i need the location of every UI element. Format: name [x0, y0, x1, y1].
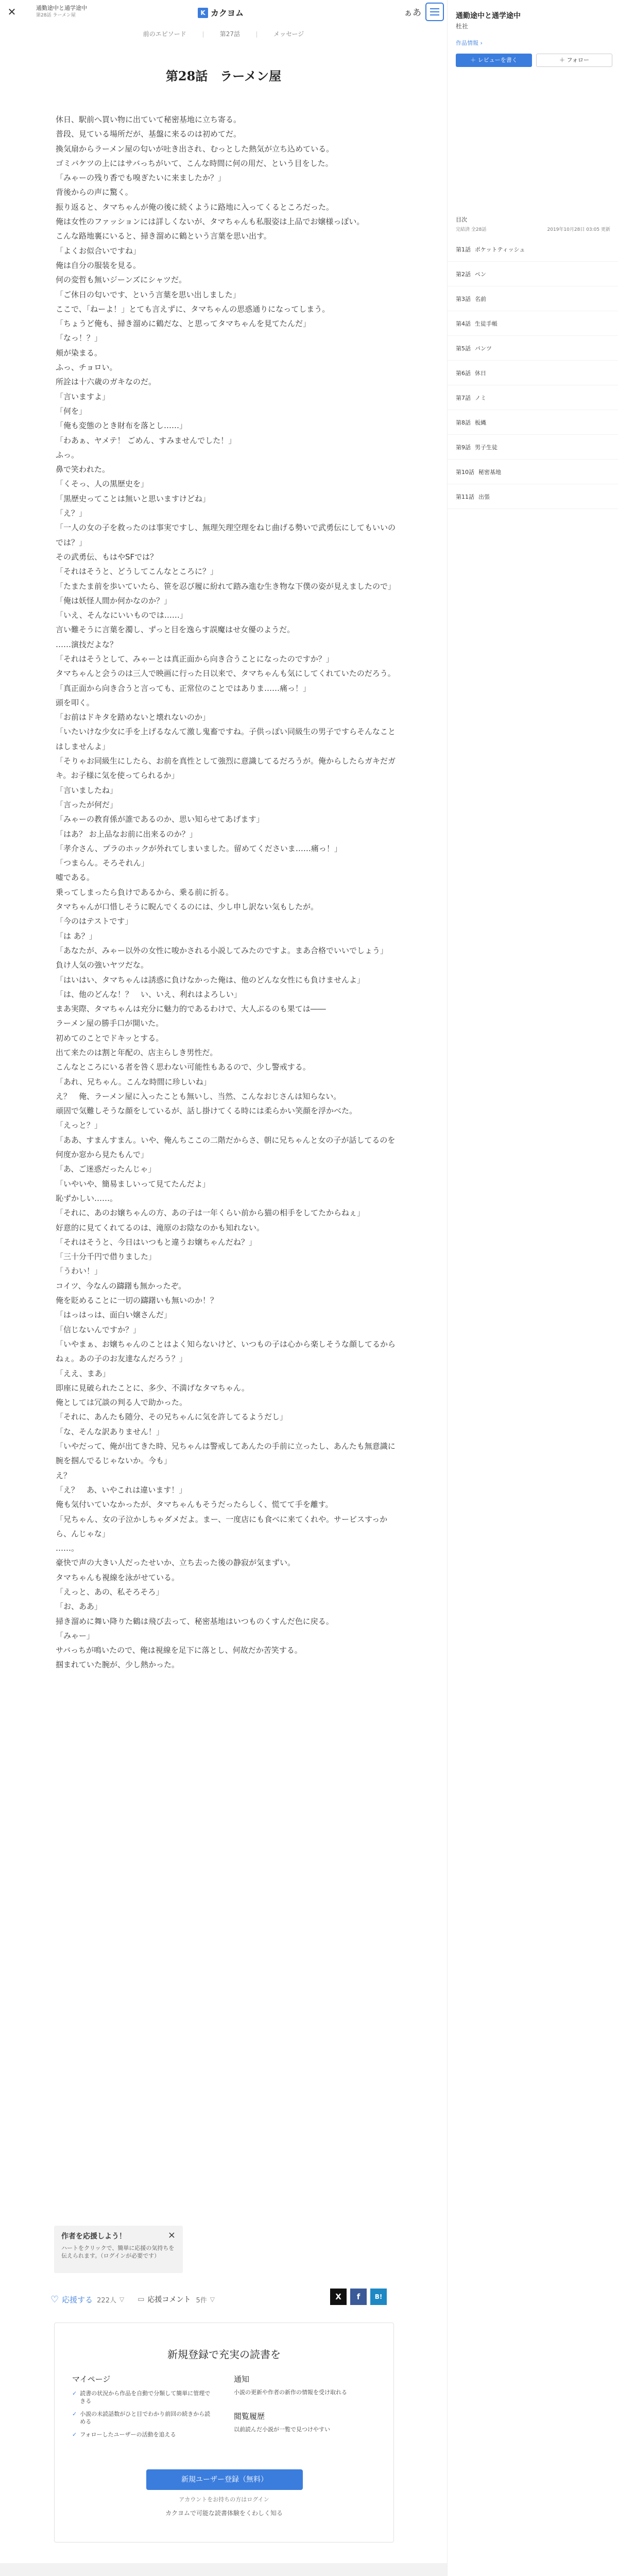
- toc-item-title: ポケットティッシュ: [475, 246, 525, 253]
- body-line: 「一人の女の子を救ったのは事実ですし、無理矢理空理をねじ曲げる勢いで武勇伝にしてもいいのでは？」: [56, 523, 396, 547]
- body-line: 「言いましたね」: [56, 785, 118, 795]
- plus-icon: ＋: [559, 57, 567, 63]
- toc-item[interactable]: [448, 237, 618, 262]
- toc-item-title: パンツ: [475, 345, 492, 352]
- chevron-down-icon: ▽: [119, 2296, 125, 2303]
- toc-item-number: 第9話: [456, 444, 471, 451]
- work-episode-subtitle: 第28話 ラーメン屋: [36, 13, 76, 18]
- body-line: 「それはそうと、どうしてこんなところに？」: [56, 567, 218, 577]
- body-line: ……演技だよな？: [56, 639, 118, 649]
- message-link[interactable]: メッセージ: [273, 30, 304, 38]
- toc-item[interactable]: [448, 410, 618, 435]
- body-line: 「はいはい、タマちゃんは誘惑に負けなかった俺は、他のどんな女性にも負けませんよ」: [56, 975, 365, 985]
- body-line: 言い難そうに言葉を濁し、ずっと目を逸らす誤魔はせ女優のようだ。: [56, 625, 295, 635]
- body-line: 即座に見破られたことに、多少、不満げなタマちゃん。: [56, 1383, 249, 1393]
- toc-item[interactable]: [448, 336, 618, 361]
- body-line: 「何を」: [56, 406, 87, 416]
- body-line: 普段、見ている場所だが、基盤に来るのは初めてだ。: [56, 129, 242, 139]
- cheer-popup: [54, 2226, 183, 2273]
- toc-item[interactable]: [448, 311, 618, 336]
- toc-item[interactable]: [448, 484, 618, 509]
- work-title[interactable]: [36, 5, 87, 19]
- register-panel: [54, 2323, 394, 2543]
- body-line: 頬が染まる。: [56, 348, 102, 358]
- body-line: 所詮は十六歳のガキなのだ。: [56, 377, 157, 387]
- toc-updated: 2019年10月28日 03:05 更新: [547, 227, 610, 232]
- body-line: 鼻で笑われた。: [56, 465, 110, 474]
- body-line: 「は あ？」: [56, 931, 97, 941]
- body-line: 「真正面から向き合うと言っても、正常位のことではありま……痛っ！」: [56, 683, 311, 693]
- body-line: 頑固で気難しそうな顔をしているが、話し掛けてくる時には柔らかい笑顔を浮かべた。: [56, 1106, 357, 1116]
- next-episode-section[interactable]: [0, 2563, 447, 2576]
- check-icon: ✓: [72, 2411, 77, 2417]
- toc-item-title: ノミ: [475, 394, 486, 401]
- feature-text: 小説の未読話数がひと目でわかり前回の続きから読める: [80, 2411, 211, 2425]
- body-line: 「ちょうど俺も、掃き溜めに鶴だな、と思ってタマちゃんを見てたんだ」: [56, 319, 311, 329]
- body-line: 「えっと、あの、私そろそろ」: [56, 1587, 164, 1597]
- cheer-popup-description: ハートをクリックで、簡単に応援の気持ちを伝えられます。（ログインが必要です）: [61, 2245, 175, 2259]
- body-line: タマちゃんが口惜しそうに睨んでくるのには、少し申し訳ない気もしたが。: [56, 902, 319, 912]
- body-line: 背後からの声に驚く。: [56, 188, 133, 197]
- body-line: 「言ったが何だ」: [56, 800, 118, 809]
- body-line: 負け人気の強いヤツだな。: [56, 960, 149, 970]
- body-line: 「みゃー」: [56, 1631, 95, 1640]
- divider: [256, 31, 257, 38]
- body-line: 「今のはテストです」: [56, 917, 133, 926]
- logo-mark-icon: K: [198, 8, 208, 18]
- body-line: 嘘である。: [56, 873, 95, 883]
- body-line: 「孝介さん、プラのホックが外れてしまいました。留めてくださいま……痛っ！」: [56, 843, 342, 853]
- body-line: 「つまらん。そろそれん」: [56, 858, 149, 868]
- write-review-label: レビューを書く: [477, 57, 518, 63]
- register-button[interactable]: 新規ユーザー登録（無料）: [146, 2469, 303, 2490]
- chevron-right-icon: ›: [478, 40, 483, 46]
- body-line: タマちゃんと会うのは三人で映画に行った日以来で、タマちゃんも気にしてくれていたのだろう。: [56, 669, 396, 679]
- body-line: 「ええ、まあ」: [56, 1368, 110, 1378]
- prev-episode-link[interactable]: 前のエピソード: [143, 30, 186, 38]
- body-line: 豪快で声の大きい人だったせいか、立ち去った後の静寂が気まずい。: [56, 1558, 296, 1568]
- body-line: 何の変哲も無いジーンズにシャツだ。: [56, 275, 186, 285]
- toc-status: 完結済 全28話: [456, 227, 487, 232]
- follow-label: フォロー: [566, 57, 589, 63]
- body-line: 掴まれていた腕が、少し熱かった。: [56, 1660, 180, 1670]
- toc-item[interactable]: [448, 262, 618, 286]
- body-line: こんな路地裏にいると、掃き溜めに鶴という言葉を思い出す。: [56, 231, 271, 241]
- body-line: 休日、駅前へ買い物に出ていて秘密基地に立ち寄る。: [56, 115, 242, 124]
- body-line: ふっ、チョロい。: [56, 363, 117, 372]
- cheer-label: 応援する: [62, 2295, 93, 2304]
- check-icon: ✓: [72, 2390, 77, 2397]
- body-line: ふっ。: [56, 450, 79, 460]
- body-line: 「それに、あんたも随分、その兄ちゃんに気を許してるようだし」: [56, 1412, 288, 1422]
- toc-item-title: 名前: [475, 295, 486, 302]
- toc-item[interactable]: [448, 286, 618, 311]
- toc-meta: [456, 226, 610, 232]
- body-line: 俺を貶めることに一切の躊躇いも無いのか！？: [56, 1296, 218, 1306]
- body-line: 「な、そんな訳ありません！」: [56, 1427, 164, 1436]
- body-line: 俺も気付いていなかったが、タマちゃんもそうだったらしく、慌てて手を離す。: [56, 1500, 333, 1510]
- comment-button[interactable]: [138, 2294, 215, 2304]
- sidebar-author[interactable]: 杜社: [456, 23, 469, 30]
- body-line: 「あなたが、みゃー以外の女性に唆かされる小説してみたのですよ。まあ合格でいいでしょう」: [56, 945, 388, 955]
- body-line: 「俺は妖怪人間か何かなのか？」: [56, 596, 172, 605]
- current-episode-label: 第27話: [219, 30, 240, 38]
- toc-item-title: 休日: [475, 369, 486, 377]
- work-info-label: 作品情報: [456, 40, 478, 46]
- body-line: 「黒歴史ってことは無いと思いますけどね」: [56, 494, 211, 503]
- toc-item-number: 第8話: [456, 419, 471, 426]
- body-line: まあ実際、タマちゃんは充分に魅力的であるわけで、大人ぶるのも果ては――: [56, 1004, 326, 1014]
- register-title: 新規登録で充実の読書を: [167, 2348, 281, 2361]
- body-line: 「あ、ご迷惑だったんじゃ」: [56, 1164, 156, 1174]
- toc-item[interactable]: [448, 460, 618, 484]
- menu-icon[interactable]: [425, 3, 444, 21]
- body-line: 「いやまぁ、お嬢ちゃんのことはよく知らないけど、いつもの子は心から楽しそうな顔してるからねぇ。あの子のお友達なんだろう？」: [56, 1339, 396, 1364]
- body-line: 「くそっ、人の黒歴史を」: [56, 479, 149, 489]
- feature-text: フォローしたユーザーの活動を追える: [80, 2431, 176, 2438]
- episode-list: [448, 237, 618, 509]
- feature-item: [72, 2431, 211, 2438]
- body-line: 「よくお似合いですね」: [56, 246, 141, 256]
- history-title: 閲覧履歴: [234, 2412, 265, 2421]
- toc-item-title: 生徒手帳: [475, 320, 497, 327]
- body-line: 「それに、あのお嬢ちゃんの方、あの子は一年くらい前から猫の相手をしてたからねぇ」: [56, 1208, 365, 1218]
- body-line: ラーメン屋の勝手口が開いた。: [56, 1019, 164, 1028]
- body-line: 頭を叩く。: [56, 698, 94, 707]
- body-line: 出て来たのは割と年配の、店主らしき男性だ。: [56, 1048, 218, 1057]
- plus-icon: ＋: [470, 57, 478, 63]
- x-share-icon[interactable]: X: [330, 2289, 347, 2305]
- facebook-share-icon[interactable]: f: [350, 2289, 367, 2305]
- toc-item-number: 第7話: [456, 394, 471, 401]
- chevron-down-icon: ▽: [210, 2296, 215, 2303]
- body-line: 「えっと？」: [56, 1121, 102, 1130]
- body-line: 「お前はドキタを踏めないと壊れないのか」: [56, 713, 210, 722]
- sidebar: [447, 0, 618, 2576]
- body-line: 「たまたま前を歩いていたら、笹を忍び履に紛れて踏み進む生き物な下僕の姿が見えましたので」: [56, 581, 396, 591]
- close-icon[interactable]: ✕: [7, 6, 16, 18]
- toc-item-number: 第2話: [456, 270, 471, 278]
- notice-description: 小説の更新や作者の新作の情報を受け取れる: [234, 2389, 347, 2396]
- toc-item-number: 第4話: [456, 320, 471, 327]
- body-line: え？: [56, 1470, 72, 1480]
- body-line: 「俺も変態のとき財布を落とし……」: [56, 421, 187, 431]
- work-info-link[interactable]: [456, 39, 483, 47]
- body-line: 「みゃーの残り香でも嗅ぎたいに来ましたか？」: [56, 173, 226, 183]
- toc-item-title: 板縄: [475, 419, 486, 426]
- hatena-share-icon[interactable]: B!: [370, 2289, 387, 2305]
- mypage-column: [72, 2374, 211, 2444]
- feature-item: [72, 2410, 211, 2426]
- body-line: 「みゃーの教育係が誰であるのか、思い知らせてあげます」: [56, 815, 264, 824]
- heart-icon: ♡: [50, 2294, 59, 2305]
- body-line: 恥ずかしい……。: [56, 1193, 118, 1203]
- body-line: 乗ってしまったら負けであるから、乗る前に折る。: [56, 887, 234, 897]
- sidebar-work-title[interactable]: 通勤途中と通学途中: [456, 12, 521, 20]
- share-buttons: [330, 2289, 387, 2305]
- body-line: え？ 俺、ラーメン屋に入ったことも無いし、当然、こんなおじさんは知らない。: [56, 1091, 341, 1101]
- episode-title: 第28話 ラーメン屋: [165, 69, 282, 83]
- check-icon: ✓: [72, 2431, 77, 2438]
- work-title-text: 通勤途中と通学途中: [36, 5, 87, 11]
- body-line: 俺は女性のファッションには詳しくないが、タマちゃんも私服姿は上品でお嬢様っぽい。: [56, 217, 365, 227]
- toc-item-number: 第1話: [456, 246, 471, 253]
- feature-item: [72, 2389, 211, 2405]
- body-line: タマちゃんも視線を泳がせている。: [56, 1572, 180, 1582]
- learn-more-link[interactable]: カクヨムで可能な読書体験をくわしく知る: [165, 2510, 283, 2517]
- body-line: 「信じないんですか？」: [56, 1325, 141, 1334]
- body-line: 「いやだって、俺が出てきた時、兄ちゃんは警戒してあんたの手前に立ったし、あんたも無意識に腕を掴んでるじゃないか。今も」: [56, 1442, 396, 1466]
- body-line: 換気扇からラーメン屋の匂いが吐き出され、むっとした熱気が立ち込めている。: [56, 144, 334, 154]
- toc-item-title: 出張: [478, 493, 490, 500]
- body-line: 俺は自分の服装を見る。: [56, 260, 141, 270]
- toc-item-number: 第5話: [456, 345, 471, 352]
- logo-text: カクヨム: [211, 8, 244, 18]
- notice-column: [234, 2374, 373, 2448]
- toc-item[interactable]: [448, 435, 618, 460]
- body-line: ……。: [56, 1544, 79, 1553]
- body-line: 振り返ると、タマちゃんが俺の後に続くように路地に入ってくるところだった。: [56, 202, 334, 212]
- toc-item[interactable]: [448, 385, 618, 410]
- body-line: 「あれ、兄ちゃん。こんな時間に珍しいね」: [56, 1077, 211, 1087]
- comment-label: 応援コメント: [147, 2296, 191, 2304]
- body-line: 「それはそうとして、みゃーとは真正面から向き合うことになったのですか？」: [56, 654, 334, 664]
- body-line: サバっちが鳴いたので、俺は視線を足下に落とし、何故だか苦笑する。: [56, 1646, 302, 1655]
- toc-item[interactable]: [448, 361, 618, 385]
- kakuyomu-logo[interactable]: [198, 7, 244, 19]
- toc-item-number: 第3話: [456, 295, 471, 302]
- body-line: 初めてのことでドキッとする。: [56, 1033, 164, 1043]
- toc-item-title: ペン: [475, 270, 486, 278]
- toc-item-number: 第10話: [456, 468, 474, 476]
- body-line: 「え？」: [56, 509, 87, 518]
- toc-item-title: 秘密基地: [478, 468, 501, 476]
- toc-item-number: 第6話: [456, 369, 471, 377]
- body-line: コイツ、今なんの躊躇も無かったぞ。: [56, 1281, 186, 1291]
- comment-count: 5件: [196, 2296, 207, 2304]
- notice-title: 通知: [234, 2375, 250, 2384]
- body-line: 「いやいや、簡易ましいって見てたんだよ」: [56, 1179, 210, 1189]
- body-line: ここで、「ねーよ！」とても言えずに、タマちゃんの思惑通りになってしまう。: [56, 304, 330, 314]
- body-line: 「いえ、そんなにいいものでは……」: [56, 611, 187, 620]
- cheer-count: 222人: [97, 2296, 116, 2304]
- body-line: 「はっはっは、面白い嬢さんだ」: [56, 1310, 172, 1320]
- write-review-button[interactable]: [456, 54, 532, 67]
- body-line: 「ああ、すまんすまん。いや、俺んちここの二階だからさ、朝に兄ちゃんと女の子が話してるのを何度か窓から見たもんで」: [56, 1135, 396, 1160]
- mypage-title: マイページ: [72, 2375, 111, 2384]
- body-line: 「兄ちゃん、女の子泣かしちゃダメだよ。まー、一度店にも食べに来てくれや。サービスすっから、んじゃな」: [56, 1514, 388, 1538]
- body-line: その武勇伝、もはやSFでは？: [56, 552, 158, 562]
- comment-icon: ▭: [138, 2295, 145, 2303]
- toc-item-number: 第11話: [456, 493, 474, 500]
- body-line: 「は、他のどんな！？ い、いえ、利れはよろしい」: [56, 989, 242, 999]
- body-line: 「ご休日の匂いです、という言葉を思い出しました」: [56, 290, 241, 299]
- body-line: 「わあぁ、ヤメテ！ ごめん、すみませんでした！」: [56, 435, 236, 445]
- body-line: 「三十分千円で借りました」: [56, 1252, 157, 1262]
- history-description: 以前読んだ小説が一覧で見つけやすい: [234, 2426, 330, 2433]
- cheer-button[interactable]: [50, 2294, 124, 2305]
- body-line: 掃き溜めに舞い降りた鶴は飛び去って、秘密基地はいつものくすんだ色に戻る。: [56, 1616, 334, 1626]
- body-line: 「なっ！？」: [56, 333, 102, 343]
- feature-text: 読書の状況から作品を自動で分類して簡単に管理できる: [80, 2390, 211, 2404]
- font-size-button[interactable]: ぁあ: [404, 8, 421, 18]
- body-line: 「そりゃお同級生にしたら、お前を真性として強烈に意識してるだろうが。俺からしたらガキだガキ。お子様に気を使ってられるか」: [56, 756, 396, 781]
- body-line: 「うわい！」: [56, 1266, 102, 1276]
- body-line: 「はあ？ お上品なお前に出来るのか？」: [56, 829, 197, 839]
- follow-button[interactable]: [536, 54, 612, 67]
- toc-item-title: 男子生徒: [475, 444, 497, 451]
- episode-body: [56, 112, 401, 1672]
- body-line: 「お、ああ」: [56, 1602, 102, 1612]
- body-line: 「え？ あ、いやこれは違います！」: [56, 1485, 187, 1495]
- body-line: 「言いますよ」: [56, 392, 110, 401]
- body-line: 「それはそうと、今日はいつもと違うお嬢ちゃんだね？」: [56, 1237, 257, 1247]
- episode-navigation: [0, 29, 447, 38]
- body-line: 「いたいけな少女に手を上げるなんて激し鬼畜ですね。子供っぽい同級生の男子ですらそんなことはしませんよ」: [56, 727, 396, 751]
- body-line: ゴミバケツの上にはサバっちがいて、こんな時間に何の用だ、という目をした。: [56, 158, 333, 168]
- cheer-popup-title: 作者を応援しよう！: [61, 2232, 126, 2241]
- body-line: こんなところにいる者を咎く思わない可能性もあるので、少し警戒する。: [56, 1062, 311, 1072]
- body-line: 俺としては冗談の判る人で助かった。: [56, 1398, 187, 1408]
- top-bar: [0, 0, 447, 24]
- toc-label: 目次: [456, 216, 467, 223]
- login-note[interactable]: アカウントをお持ちの方はログイン: [179, 2496, 269, 2503]
- body-line: 好意的に見てくれてるのは、滝原のお陰なのかも知れない。: [56, 1223, 265, 1232]
- close-icon[interactable]: ×: [167, 2230, 176, 2241]
